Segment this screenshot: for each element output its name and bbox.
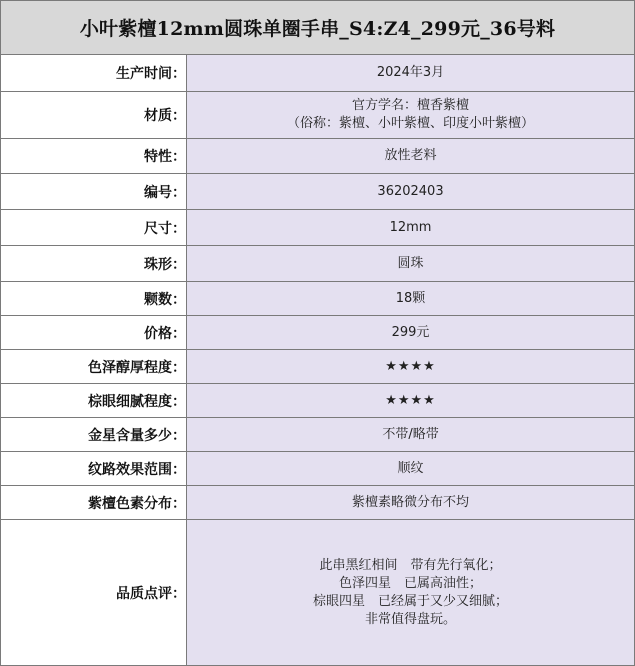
row-value: 36202403 [187,174,635,210]
row-value: 顺纹 [187,452,635,486]
row-label: 纹路效果范围： [1,452,187,486]
row-label: 生产时间： [1,55,187,92]
review-line: 非常值得盘玩。 [365,611,457,627]
row-value [187,92,635,139]
row-value: 18颗 [187,282,635,316]
spec-row-grain-pattern [1,452,635,486]
star-rating: ★★★★ [187,350,635,384]
row-label: 色泽醇厚程度： [1,350,187,384]
row-label: 颗数： [1,282,187,316]
row-label: 特性： [1,139,187,174]
review-line: 棕眼四星 已经属于又少又细腻； [313,593,509,609]
title-row [1,1,635,55]
spec-row-pigment-distribution [1,486,635,520]
spec-row-quality-review [1,520,635,666]
spec-row-bead-count [1,282,635,316]
row-label: 珠形： [1,246,187,282]
material-common-names: （俗称：紫檀、小叶紫檀、印度小叶紫檀） [287,116,535,131]
spec-row-pore-fineness [1,384,635,418]
row-value: 紫檀素略微分布不均 [187,486,635,520]
row-value: 12mm [187,210,635,246]
spec-row-property [1,139,635,174]
row-value: 2024年3月 [187,55,635,92]
review-line: 此串黑红相间 带有先行氧化； [319,557,502,573]
spec-row-price [1,316,635,350]
row-label: 尺寸： [1,210,187,246]
quality-review-text [187,520,635,666]
spec-row-serial-number [1,174,635,210]
row-value: 不带/略带 [187,418,635,452]
row-label: 编号： [1,174,187,210]
product-title: 小叶紫檀12mm圆珠单圈手串_S4:Z4_299元_36号料 [1,1,635,55]
material-official-name: 官方学名：檀香紫檀 [352,98,470,113]
row-label: 价格： [1,316,187,350]
spec-row-bead-shape [1,246,635,282]
spec-row-color-richness [1,350,635,384]
row-value: 圆珠 [187,246,635,282]
spec-row-size [1,210,635,246]
review-line: 色泽四星 已属高油性； [339,575,483,591]
spec-row-material [1,92,635,139]
spec-row-gold-star-content [1,418,635,452]
spec-row-production-date [1,55,635,92]
row-label: 材质： [1,92,187,139]
star-rating: ★★★★ [187,384,635,418]
row-label: 金星含量多少： [1,418,187,452]
row-value: 放性老料 [187,139,635,174]
row-label: 棕眼细腻程度： [1,384,187,418]
row-value: 299元 [187,316,635,350]
row-label: 品质点评： [1,520,187,666]
row-label: 紫檀色素分布： [1,486,187,520]
